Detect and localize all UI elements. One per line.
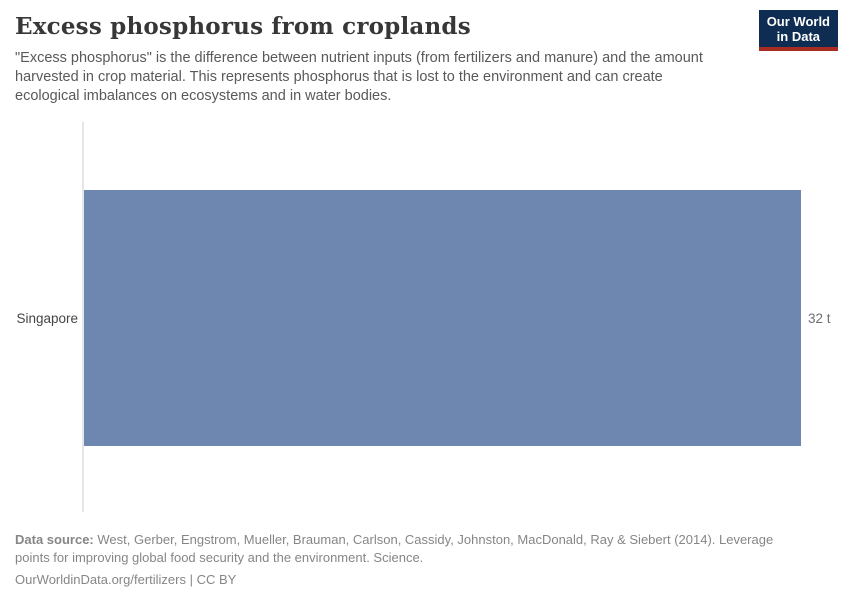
chart-header: [15, 12, 745, 106]
owid-logo: [759, 10, 838, 51]
license-line: [15, 571, 807, 589]
bar-singapore[interactable]: [84, 190, 801, 446]
owid-logo-line2: in Data: [776, 29, 821, 44]
data-source-text: West, Gerber, Engstrom, Mueller, Brauman, Carlson, Cassidy, Johnston, MacDonald, Ray & Siebert (2014). Leverage points for improving global food security and the environment. Science.: [15, 532, 774, 565]
owid-logo-line1: Our World: [766, 14, 830, 29]
chart-footer: [15, 531, 807, 589]
data-source-line: [15, 531, 807, 566]
license-badge: CC BY: [196, 572, 237, 587]
data-source-label: Data source:: [15, 532, 94, 547]
category-label-singapore: Singapore: [16, 311, 78, 326]
page-title: Excess phosphorus from croplands: [15, 13, 471, 40]
value-label-singapore: 32 t: [808, 311, 831, 326]
bar-chart-plot: [84, 123, 801, 511]
owid-url-link[interactable]: OurWorldinData.org/fertilizers: [15, 572, 186, 587]
separator: |: [189, 572, 193, 587]
chart-subtitle: "Excess phosphorus" is the difference between nutrient inputs (from fertilizers and manure) and the amount harvested in crop material. This represents phosphorus that is lost to the environment and can create ecological imbalances on ecosystems and in water bodies.: [15, 50, 703, 104]
